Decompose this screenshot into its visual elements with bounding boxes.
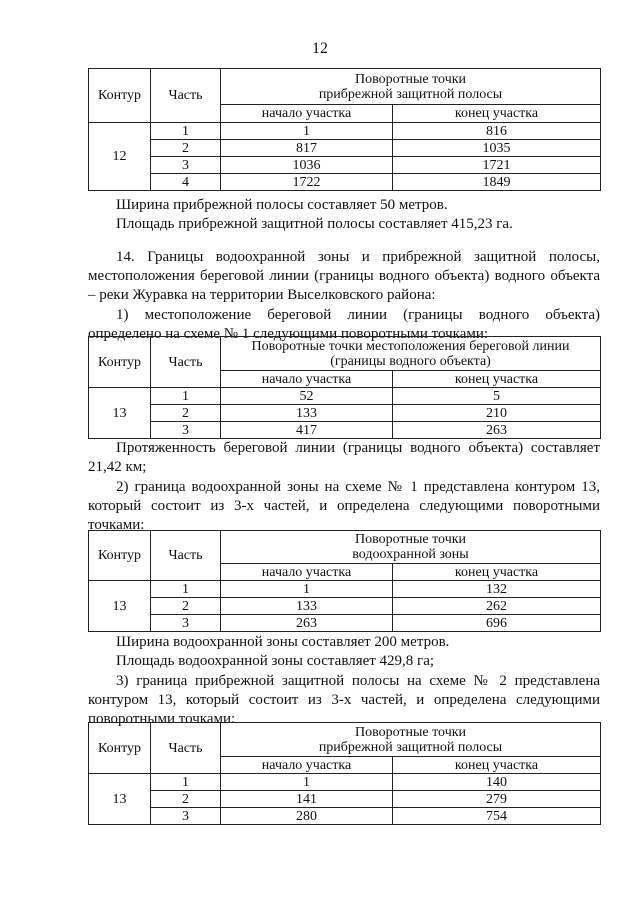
part-cell: 1 (151, 123, 221, 140)
end-cell: 816 (393, 123, 601, 140)
header-title-line2: прибрежной защитной полосы (318, 739, 503, 755)
part-cell: 2 (151, 405, 221, 422)
end-cell: 262 (393, 598, 601, 615)
start-cell: 1722 (221, 174, 393, 191)
end-cell: 1849 (393, 174, 601, 191)
end-cell: 696 (393, 615, 601, 632)
start-cell: 1036 (221, 157, 393, 174)
start-cell: 1 (221, 774, 393, 791)
header-end: конец участка (393, 371, 601, 388)
header-part: Часть (151, 723, 221, 774)
end-cell: 5 (393, 388, 601, 405)
start-cell: 817 (221, 140, 393, 157)
header-end: конец участка (393, 757, 601, 774)
header-title-line1: Поворотные точки местоположения береговой линии (251, 338, 570, 354)
page-number: 12 (312, 40, 328, 57)
start-cell: 133 (221, 598, 393, 615)
start-cell: 52 (221, 388, 393, 405)
part-cell: 1 (151, 388, 221, 405)
item-1-text: 1) местоположение береговой линии (границы водного объекта) определено на схеме № 1 следующими поворотными точками: (88, 307, 600, 342)
part-cell: 3 (151, 422, 221, 439)
text-after-table-1 (88, 196, 600, 234)
table-3 (88, 530, 600, 632)
header-contour: Контур (89, 337, 151, 388)
header-title-line2: водоохранной зоны (352, 547, 469, 562)
end-cell: 263 (393, 422, 601, 439)
end-cell: 140 (393, 774, 601, 791)
width-text: Ширина прибрежной полосы составляет 50 метров. (116, 197, 448, 213)
contour-cell: 13 (89, 581, 151, 632)
header-contour: Контур (89, 531, 151, 581)
end-cell: 1721 (393, 157, 601, 174)
header-group (221, 531, 601, 564)
start-cell: 417 (221, 422, 393, 439)
end-cell: 210 (393, 405, 601, 422)
part-cell: 3 (151, 615, 221, 632)
header-part: Часть (151, 337, 221, 388)
table-1 (88, 68, 600, 191)
end-cell: 1035 (393, 140, 601, 157)
header-contour: Контур (89, 723, 151, 774)
header-start: начало участка (221, 105, 393, 123)
end-cell: 132 (393, 581, 601, 598)
section-14-text: 14. Границы водоохранной зоны и прибрежной защитной полосы, местоположения береговой линии (границы водного объекта) водного объекта – реки Журавка на территории Выселковского района: (88, 249, 600, 303)
part-cell: 1 (151, 774, 221, 791)
end-cell: 279 (393, 791, 601, 808)
item-3-text: 3) граница прибрежной защитной полосы на схеме № 2 представлена контуром 13, который состоит из 3-х частей, и определена следующими поворотными точками: (88, 673, 600, 727)
header-part: Часть (151, 69, 221, 123)
header-contour: Контур (89, 69, 151, 123)
header-title-line2: (границы водного объекта) (330, 353, 491, 369)
area-text: Площадь прибрежной защитной полосы составляет 415,23 га. (116, 216, 513, 232)
part-cell: 1 (151, 581, 221, 598)
table-2 (88, 336, 600, 439)
start-cell: 280 (221, 808, 393, 825)
contour-cell: 12 (89, 123, 151, 191)
start-cell: 141 (221, 791, 393, 808)
header-start: начало участка (221, 371, 393, 388)
header-title-line1: Поворотные точки (354, 71, 467, 87)
header-title-line1: Поворотные точки (354, 532, 467, 547)
header-end: конец участка (393, 564, 601, 581)
start-cell: 1 (221, 581, 393, 598)
part-cell: 2 (151, 791, 221, 808)
contour-cell: 13 (89, 388, 151, 439)
header-end: конец участка (393, 105, 601, 123)
end-cell: 754 (393, 808, 601, 825)
width-text: Ширина водоохранной зоны составляет 200 метров. (116, 634, 450, 650)
part-cell: 2 (151, 598, 221, 615)
header-start: начало участка (221, 757, 393, 774)
item-2-text: 2) граница водоохранной зоны на схеме № 1 представлена контуром 13, который состоит из 3-х частей, и определена следующими поворотными точками: (88, 479, 600, 533)
part-cell: 3 (151, 157, 221, 174)
header-group (221, 337, 601, 371)
header-group (221, 723, 601, 757)
header-title-line1: Поворотные точки (354, 724, 467, 740)
contour-cell: 13 (89, 774, 151, 825)
start-cell: 1 (221, 123, 393, 140)
header-group (221, 69, 601, 105)
text-after-table-2: Протяженность береговой линии (границы водного объекта) составляет 21,42 км; (88, 440, 600, 475)
header-part: Часть (151, 531, 221, 581)
start-cell: 133 (221, 405, 393, 422)
header-title-line2: прибрежной защитной полосы (318, 86, 503, 102)
table-4 (88, 722, 600, 825)
part-cell: 4 (151, 174, 221, 191)
part-cell: 3 (151, 808, 221, 825)
text-after-table-3 (88, 633, 600, 671)
header-start: начало участка (221, 564, 393, 581)
start-cell: 263 (221, 615, 393, 632)
part-cell: 2 (151, 140, 221, 157)
area-text: Площадь водоохранной зоны составляет 429,8 га; (116, 653, 435, 669)
